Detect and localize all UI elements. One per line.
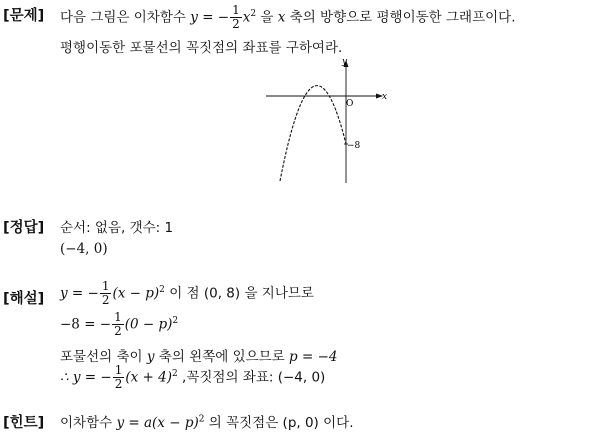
- solution-line-3: [60, 345, 337, 365]
- solution-4-fraction-num: 1: [114, 363, 123, 377]
- solution-2b: (0 − p): [124, 316, 173, 333]
- solution-1-fraction-den: 2: [101, 293, 110, 307]
- solution-3a: 포물선의 축이: [60, 349, 143, 365]
- y-tick-label: −8: [347, 141, 361, 151]
- problem-text-a: 다음 그림은 이차함수: [60, 9, 186, 26]
- problem-fraction-den: 2: [232, 17, 240, 31]
- solution-4-exp: 2: [172, 369, 178, 379]
- problem-text-b: 을: [260, 9, 274, 26]
- solution-4-fraction: [113, 364, 125, 391]
- answer-label: [정답]: [3, 220, 45, 236]
- origin-label: O: [346, 99, 354, 109]
- solution-1a: y = −: [60, 285, 99, 302]
- solution-3c: 축의 왼쪽에 있으므로: [158, 349, 285, 365]
- problem-var-x: x: [242, 9, 251, 26]
- problem-line-1: [60, 4, 516, 31]
- solution-1-exp: 2: [159, 285, 165, 295]
- hint-b: y = a(x − p): [116, 415, 199, 431]
- problem-text-c: 축의 방향으로 평행이동한 그래프이다.: [289, 9, 516, 26]
- answer-line-2: (−4, 0): [60, 241, 108, 257]
- problem-func-lhs: y: [190, 9, 198, 26]
- solution-line-2: [60, 311, 178, 338]
- solution-4a: ∴ y = −: [60, 369, 112, 386]
- solution-2-exp: 2: [172, 316, 179, 326]
- solution-4-fraction-den: 2: [114, 377, 123, 391]
- hint-line: [60, 411, 354, 431]
- hint-label: [힌트]: [3, 415, 45, 431]
- solution-2-fraction: [112, 311, 124, 338]
- solution-2-fraction-den: 2: [114, 324, 122, 338]
- solution-label: [해설]: [3, 291, 45, 307]
- parabola-curve: [280, 86, 346, 181]
- solution-4b: (x + 4): [125, 369, 172, 386]
- problem-minus: −: [217, 9, 230, 26]
- problem-fraction-num: 1: [232, 3, 240, 17]
- solution-line-4: [60, 364, 325, 391]
- problem-line-2: 평행이동한 포물선의 꼭짓점의 좌표를 구하여라.: [60, 40, 343, 56]
- solution-1-fraction: [100, 280, 112, 307]
- solution-1-fraction-num: 1: [101, 279, 110, 293]
- solution-line-1: [60, 280, 314, 307]
- hint-a: 이차함수: [60, 415, 113, 431]
- y-axis-label: y: [342, 57, 348, 67]
- problem-fraction: [230, 4, 242, 31]
- problem-axis-var: x: [277, 9, 286, 26]
- x-axis-label: x: [382, 92, 387, 102]
- solution-2-fraction-num: 1: [114, 310, 122, 324]
- solution-1b: (x − p): [112, 285, 160, 302]
- solution-3b: y: [146, 349, 155, 365]
- problem-eq: =: [202, 9, 214, 26]
- hint-exp: 2: [198, 414, 205, 425]
- problem-exp: 2: [250, 9, 257, 19]
- solution-2a: −8 = −: [60, 316, 112, 333]
- hint-c: 의 꼭짓점은 (p, 0) 이다.: [208, 415, 354, 431]
- solution-3d: p = −4: [289, 349, 338, 365]
- solution-4c: ,꼭짓점의 좌표: (−4, 0): [182, 369, 326, 386]
- answer-line-1: 순서: 없음, 갯수: 1: [60, 220, 174, 236]
- parabola-graph: [262, 55, 387, 185]
- solution-1c: 이 점 (0, 8) 을 지나므로: [169, 285, 314, 302]
- problem-label: [문제]: [3, 8, 45, 24]
